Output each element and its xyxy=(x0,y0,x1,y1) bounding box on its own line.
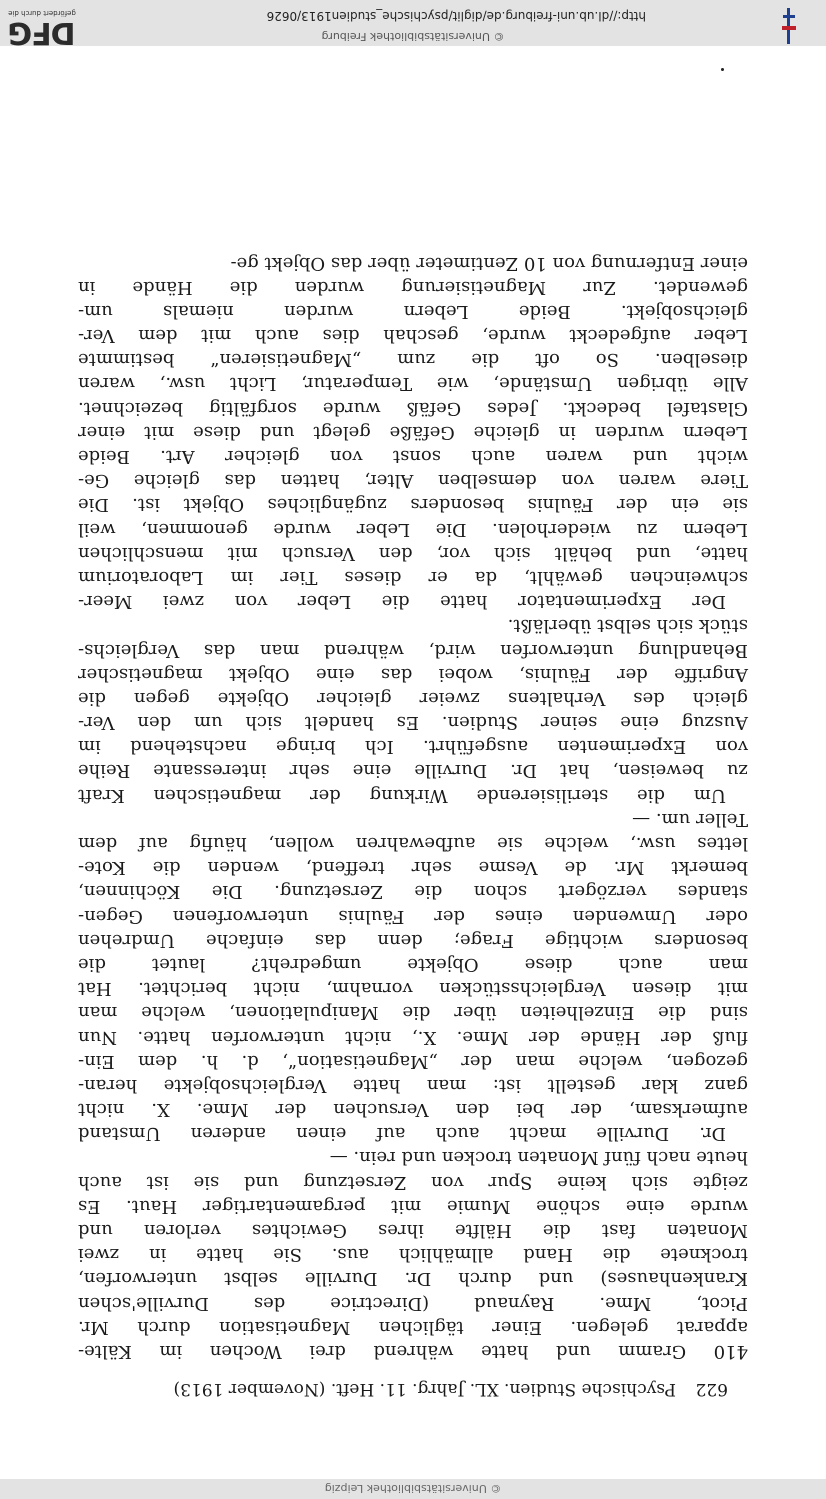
page-number: 622 xyxy=(695,1379,728,1399)
text-line: aufmerksam, der bei den Versuchen der Mme. X. nicht xyxy=(78,1099,748,1121)
dfg-logo-subtext: gefördert durch die xyxy=(8,9,76,17)
text-line: fluß der Hände der Mme. X., nicht unterworfen hatte. Nun xyxy=(78,1026,748,1048)
dfg-logo-text: DFG xyxy=(8,15,76,50)
text-line: apparat gelegen. Einer täglichen Magnetisation durch Mr. xyxy=(78,1316,748,1338)
text-line: gewendet. Zur Magnetisierung wurden die Hände in xyxy=(78,276,748,298)
text-line: gleich des Verhaltens zweier gleicher Objekte gegen die xyxy=(78,687,748,709)
text-line: Krankenhauses) und durch Dr. Durville selbst unterworfen, xyxy=(78,1268,748,1290)
text-line: wurde eine schöne Mumie mit pergamentartiger Haut. Es xyxy=(78,1195,748,1217)
dfg-logo-icon xyxy=(0,6,84,50)
text-line: Angriffe der Fäulnis, wobei das eine Objekt magnetischer xyxy=(78,663,748,685)
text-line: Lebern zu wiederholen. Die Leber wurde genommen, weil xyxy=(78,518,748,540)
text-line: besonders wichtige Frage; denn das einfache Umdrehen xyxy=(78,929,748,951)
text-line: wicht und waren auch sonst von gleicher Art. Beide xyxy=(78,446,748,468)
text-line: man auch diese Objekte umgedreht? lautet die xyxy=(78,954,748,975)
source-url-link[interactable]: http://dl.ub.uni-freiburg.de/diglit/psychische_studien1913/0626 xyxy=(266,9,646,23)
text-line: 410 Gramm und hatte während drei Wochen im Kälte- xyxy=(78,1341,748,1362)
text-line: gezogen, welche man der „Magnetisation“, d. h. dem Ein- xyxy=(78,1050,748,1072)
library-credit-text: © Universitätsbibliothek Leipzig xyxy=(324,1482,502,1495)
text-line: von Experimenten ausgeführt. Ich bringe nachstehend im xyxy=(78,736,748,758)
text-line: zu beweisen, hat Dr. Durville eine sehr interessante Reihe xyxy=(78,760,748,782)
text-line: stück sich selbst überläßt. xyxy=(507,615,748,637)
text-line: schweinchen gewählt, da er dieses Tier im Laboratorium xyxy=(78,567,748,588)
text-line: bemerkt Mr. de Vesme sehr treffend, wenden die Kote- xyxy=(78,857,748,879)
text-line: Um die sterilisierende Wirkung der magnetischen Kraft xyxy=(78,784,726,806)
text-line: standes verzögert schon die Zersetzung. Die Köchinnen, xyxy=(78,881,748,903)
text-line: lettes usw., welche sie aufbewahren wollen, häufig auf dem xyxy=(78,833,748,855)
text-line: ganz klar gestellt ist: man hatte Vergleichsobjekte heran- xyxy=(78,1074,748,1096)
text-line: Lebern wurden in gleiche Gefäße gelegt und diese mit einer xyxy=(78,421,748,443)
text-line: oder Umwenden eines der Fäulnis unterworfenen Gegen- xyxy=(78,905,748,927)
text-line: Alle übrigen Umstände, wie Temperatur, Licht usw., waren xyxy=(78,373,748,395)
running-header xyxy=(78,1377,746,1401)
digitization-footer-band xyxy=(0,0,826,50)
library-credit-band xyxy=(0,1479,826,1499)
text-line: Leber aufgedeckt wurde, geschah dies auch mit dem Ver- xyxy=(78,325,748,347)
text-line: Teller um. — xyxy=(632,808,748,830)
text-line: Der Experimentator hatte die Leber von zwei Meer- xyxy=(78,591,726,613)
speck-mark xyxy=(721,68,724,71)
text-line: zeigte sich keine Spur von Zersetzung und sie ist auch xyxy=(78,1171,748,1193)
text-line: mit diesen Vergleichsstücken vornahm, nicht berichtet. Hat xyxy=(78,978,748,1000)
text-line: Tiere waren von demselben Alter, hatten das gleiche Ge- xyxy=(78,470,748,492)
text-line: Picot, Mme. Raynaud (Directrice des Durville'schen xyxy=(78,1292,748,1314)
text-line: Auszug eine seiner Studien. Es handelt sich um den Ver- xyxy=(78,712,748,734)
text-line: Monaten fast die Hälfte ihres Gewichtes verloren und xyxy=(78,1220,748,1242)
footer-credit: © Universitätsbibliothek Freiburg xyxy=(321,30,505,43)
running-title: Psychische Studien. XL. Jahrg. 11. Heft. (November 1913) xyxy=(173,1379,676,1399)
university-logo-icon xyxy=(782,8,796,44)
text-line: dieselben. So oft die zum „Magnetisieren“ bestimmte xyxy=(78,349,748,371)
text-line: sind die Einzelheiten über die Manipulationen, welche man xyxy=(78,1002,748,1024)
text-line: Behandlung unterworfen wird, während man das Vergleichs- xyxy=(78,639,748,661)
text-line: trocknete die Hand allmählich aus. Sie hatte in zwei xyxy=(78,1244,748,1266)
text-line: heute nach fünf Monaten trocken und rein. — xyxy=(329,1147,748,1169)
text-line: gleichsobjekt. Beide Lebern wurden niemals um- xyxy=(78,300,748,322)
body-text xyxy=(78,250,748,1363)
text-line: einer Entfernung von 10 Zentimeter über das Objekt ge- xyxy=(230,252,748,274)
text-line: hatte, und behält sich vor, den Versuch mit menschlichen xyxy=(78,542,748,564)
text-line: Dr. Durville macht auch auf einen anderen Umstand xyxy=(78,1123,726,1145)
text-line: sie ein der Fäulnis besonders zugängliches Objekt ist. Die xyxy=(78,494,748,516)
text-line: Glastafel bedeckt. Jedes Gefäß wurde sorgfältig bezeichnet. xyxy=(78,397,748,419)
